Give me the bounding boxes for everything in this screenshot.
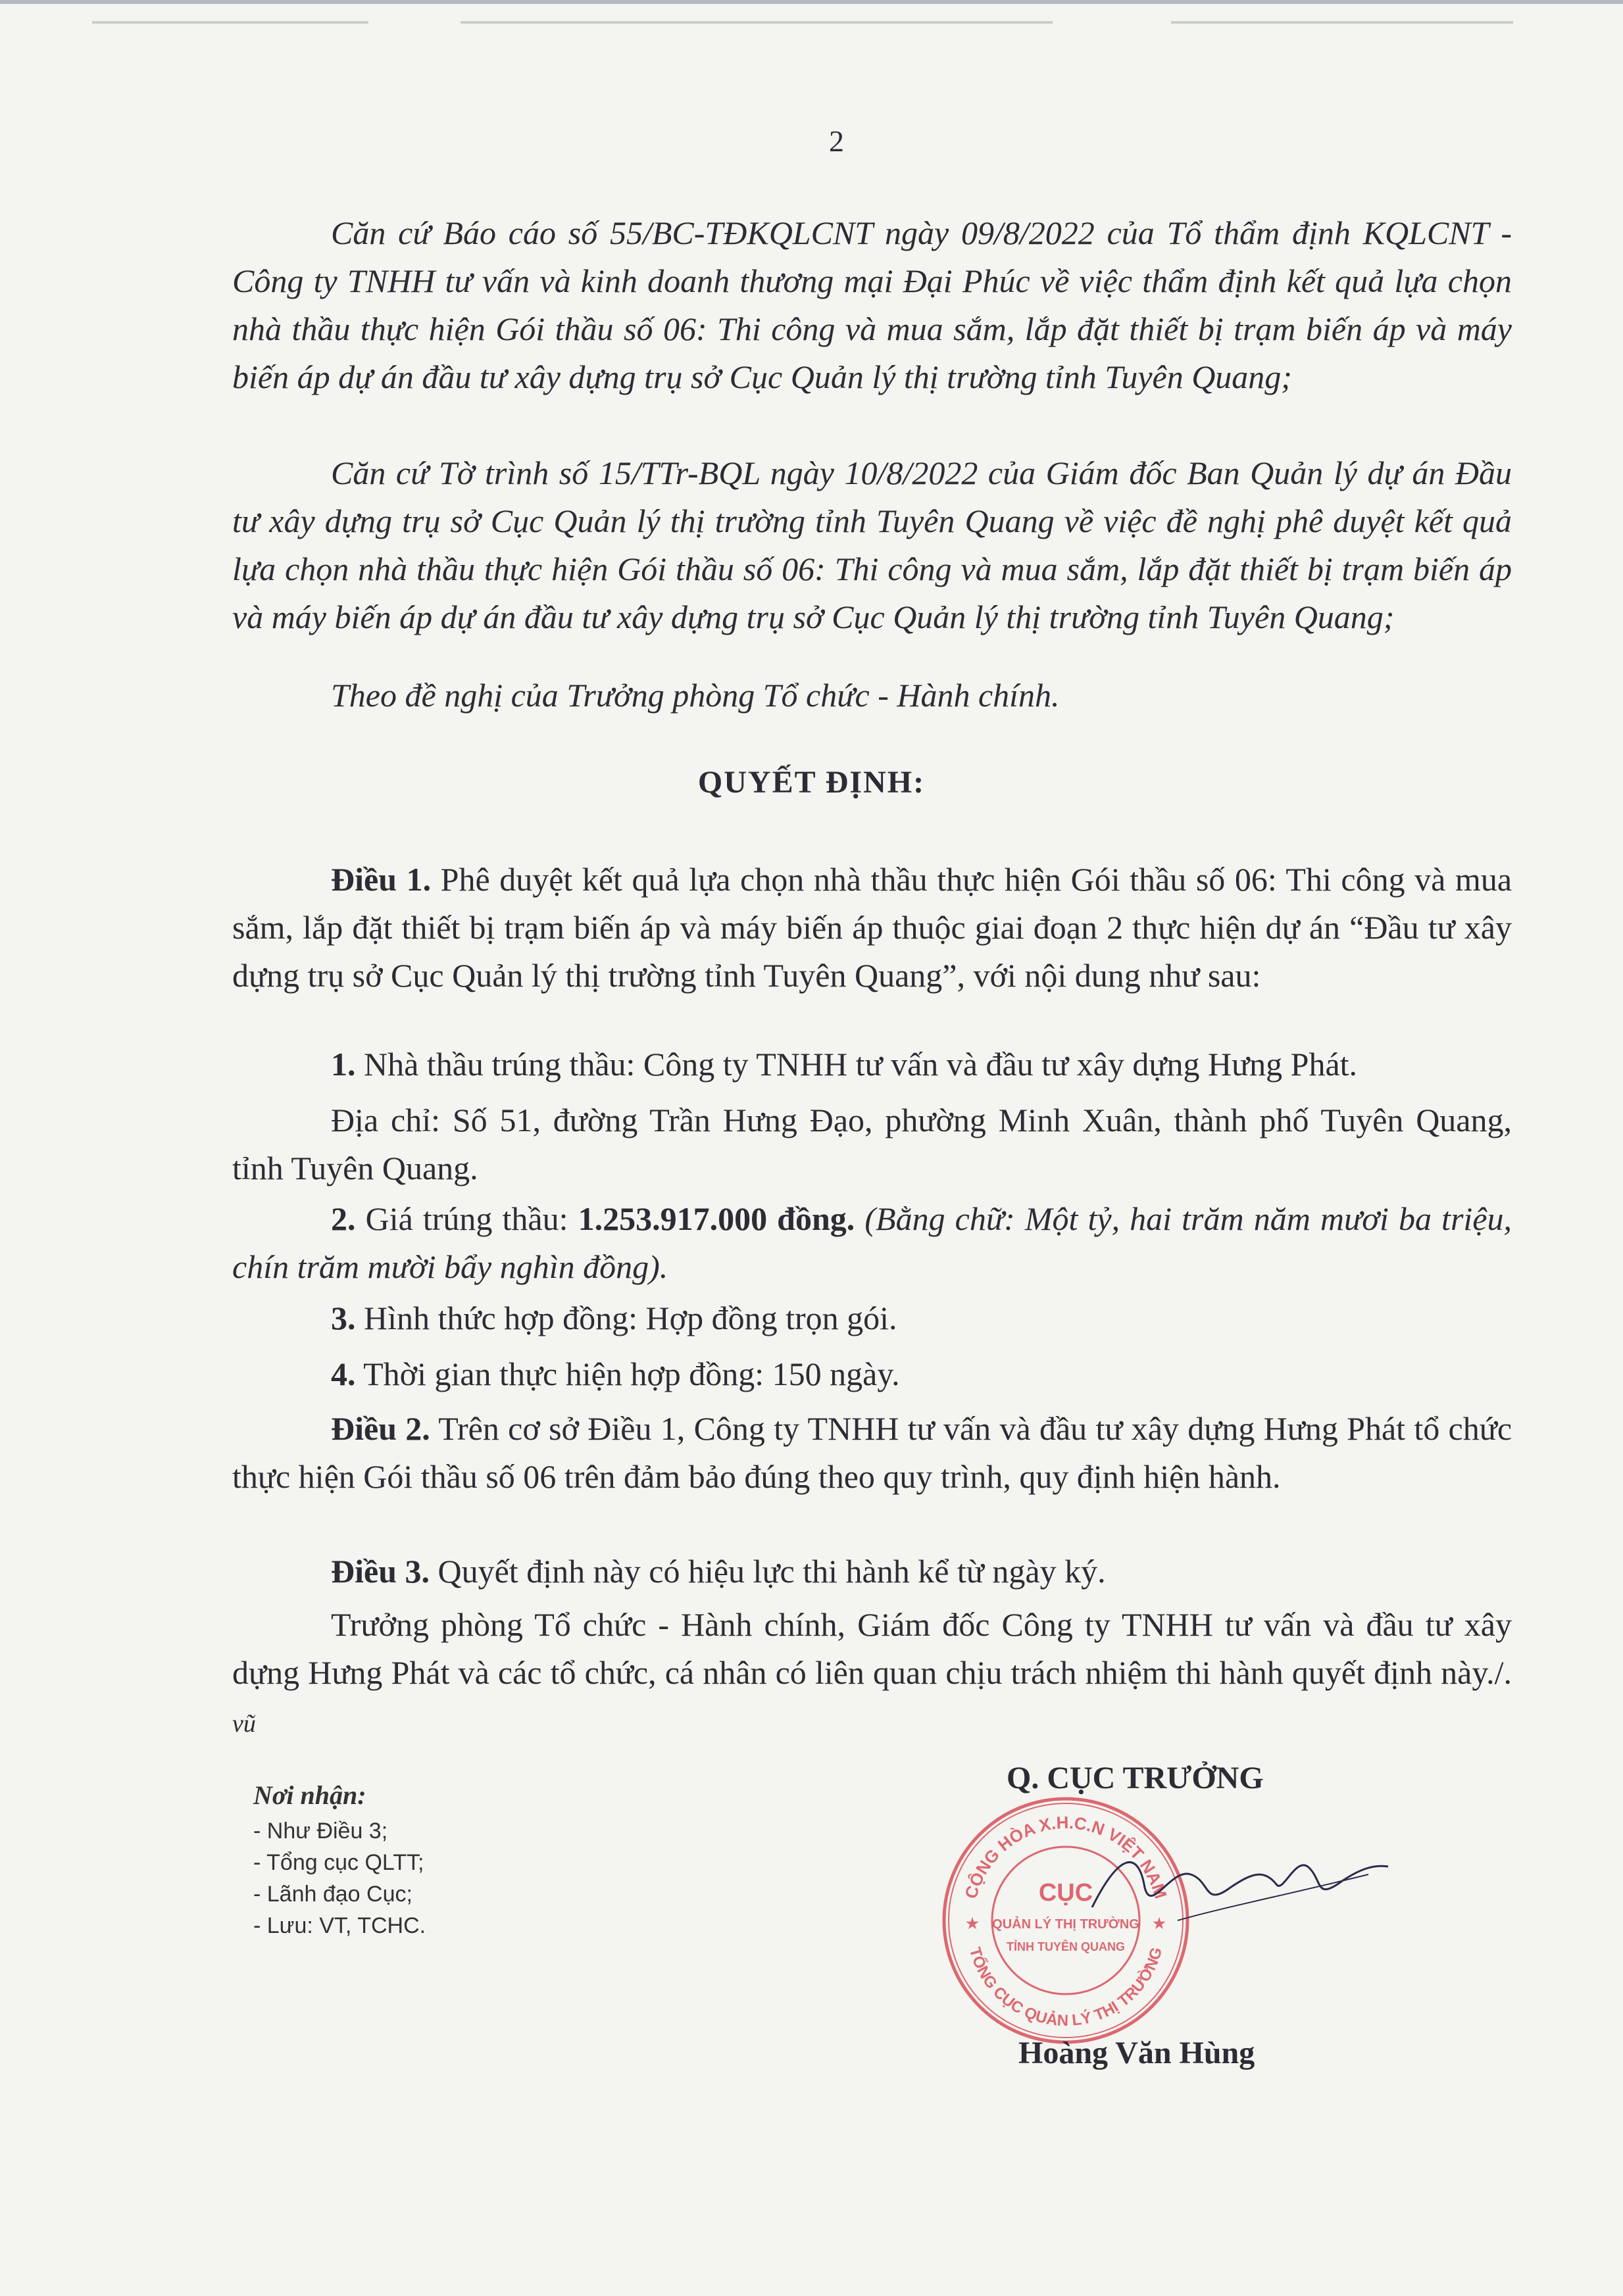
article-1-item-4 xyxy=(232,1350,1512,1398)
closing-initials: vũ xyxy=(232,1710,256,1738)
recipients-block xyxy=(253,1780,426,1942)
article-2 xyxy=(232,1405,1512,1501)
item-2-text: Giá trúng thầu: xyxy=(355,1200,578,1237)
article-3-label: Điều 3. xyxy=(331,1553,430,1590)
article-1-text: Phê duyệt kết quả lựa chọn nhà thầu thực hiện Gói thầu số 06: Thi công và mua sắm, lắp đặt thiết bị trạm biến áp và máy biến áp thuộc giai đoạn 2 thực hiện dự án “Đầu tư xây dựng trụ sở Cục Quản lý thị trường tỉnh Tuyên Quang”, với nội dung như sau: xyxy=(232,861,1512,994)
preamble-proposal: Theo đề nghị của Trưởng phòng Tổ chức - Hành chính. xyxy=(331,677,1060,714)
article-2-text: Trên cơ sở Điều 1, Công ty TNHH tư vấn và đầu tư xây dựng Hưng Phát tổ chức thực hiện Gói thầu số 06 trên đảm bảo đúng theo quy trình, quy định hiện hành. xyxy=(232,1410,1512,1495)
seal-star-icon: ★ xyxy=(966,1915,979,1932)
item-4-text: Thời gian thực hiện hợp đồng: 150 ngày. xyxy=(355,1356,900,1392)
seal-star-icon: ★ xyxy=(1153,1915,1166,1932)
recipient-item: - Tổng cục QLTT; xyxy=(253,1850,424,1875)
article-3 xyxy=(232,1548,1512,1596)
item-4-number: 4. xyxy=(331,1356,356,1392)
scan-edge xyxy=(0,0,1623,4)
price-in-words: (Bằng chữ: Một tỷ, hai trăm năm mươi ba triệu, chín trăm mười bẩy nghìn đồng). xyxy=(232,1200,1512,1285)
scan-noise xyxy=(92,21,368,24)
article-1-item-3 xyxy=(232,1294,1512,1342)
article-3-text: Quyết định này có hiệu lực thi hành kể từ ngày ký. xyxy=(430,1553,1106,1590)
preamble-report: Căn cứ Báo cáo số 55/BC-TĐKQLCNT ngày 09/8/2022 của Tổ thẩm định KQLCNT - Công ty TNHH tư vấn và kinh doanh thương mại Đại Phúc về việc thẩm định kết quả lựa chọn nhà thầu thực hiện Gói thầu số 06: Thi công và mua sắm, lắp đặt thiết bị trạm biến áp và máy biến áp dự án đầu tư xây dựng trụ sở Cục Quản lý thị trường tỉnh Tuyên Quang; xyxy=(232,214,1512,395)
recipient-item: - Lưu: VT, TCHC. xyxy=(253,1913,426,1938)
winning-price: 1.253.917.000 đồng. xyxy=(578,1200,855,1237)
seal-center-mid: QUẢN LÝ THỊ TRƯỜNG xyxy=(992,1917,1139,1932)
signer-name: Hoàng Văn Hùng xyxy=(1018,2036,1255,2070)
item-1-number: 1. xyxy=(331,1046,356,1083)
scan-noise xyxy=(461,21,1053,24)
seal-center-top: CỤC xyxy=(1038,1879,1093,1907)
article-1-item-1 xyxy=(232,1040,1512,1088)
closing-text: Trưởng phòng Tổ chức - Hành chính, Giám đốc Công ty TNHH tư vấn và đầu tư xây dựng Hưng Phát và các tổ chức, cá nhân có liên quan chịu trách nhiệm thi hành quyết định này./. xyxy=(232,1606,1512,1691)
item-3-text: Hình thức hợp đồng: Hợp đồng trọn gói. xyxy=(355,1300,897,1336)
seal-outer-text: CỘNG HÒA X.H.C.N VIỆT NAM xyxy=(961,1812,1171,1901)
recipient-item: - Lãnh đạo Cục; xyxy=(253,1882,412,1907)
scan-noise xyxy=(1171,21,1513,24)
svg-text:TỔNG CỤC QUẢN LÝ THỊ TRƯỜNG xyxy=(966,1945,1166,2030)
article-1-item-2 xyxy=(232,1195,1512,1291)
recipient-item: - Như Điều 3; xyxy=(253,1819,388,1844)
handwritten-signature xyxy=(1079,1828,1395,1934)
item-3-number: 3. xyxy=(331,1300,356,1336)
page-number: 2 xyxy=(829,124,844,158)
closing-paragraph xyxy=(232,1601,1512,1748)
item-1-text: Nhà thầu trúng thầu: Công ty TNHH tư vấn và đầu tư xây dựng Hưng Phát. xyxy=(355,1046,1358,1083)
seal-center-bottom: TỈNH TUYÊN QUANG xyxy=(1007,1940,1125,1953)
article-1-label: Điều 1. xyxy=(331,861,432,898)
seal-lower-text: TỔNG CỤC QUẢN LÝ THỊ TRƯỜNG xyxy=(965,1945,1166,2030)
preamble-submission: Căn cứ Tờ trình số 15/TTr-BQL ngày 10/8/2022 của Giám đốc Ban Quản lý dự án Đầu tư xây dựng trụ sở Cục Quản lý thị trường tỉnh Tuyên Quang về việc đề nghị phê duyệt kết quả lựa chọn nhà thầu thực hiện Gói thầu số 06: Thi công và mua sắm, lắp đặt thiết bị trạm biến áp và máy biến áp dự án đầu tư xây dựng trụ sở Cục Quản lý thị trường tỉnh Tuyên Quang; xyxy=(232,454,1512,635)
address-text: Địa chỉ: Số 51, đường Trần Hưng Đạo, phường Minh Xuân, thành phố Tuyên Quang, tỉnh Tuyên Quang. xyxy=(232,1102,1512,1186)
recipients-title: Nơi nhận: xyxy=(253,1780,366,1810)
article-2-label: Điều 2. xyxy=(331,1410,430,1447)
signer-title: Q. CỤC TRƯỞNG xyxy=(1007,1761,1264,1795)
decision-heading: QUYẾT ĐỊNH: xyxy=(697,765,926,800)
contractor-address xyxy=(232,1096,1512,1192)
article-1 xyxy=(232,856,1512,1000)
item-2-number: 2. xyxy=(331,1200,356,1237)
